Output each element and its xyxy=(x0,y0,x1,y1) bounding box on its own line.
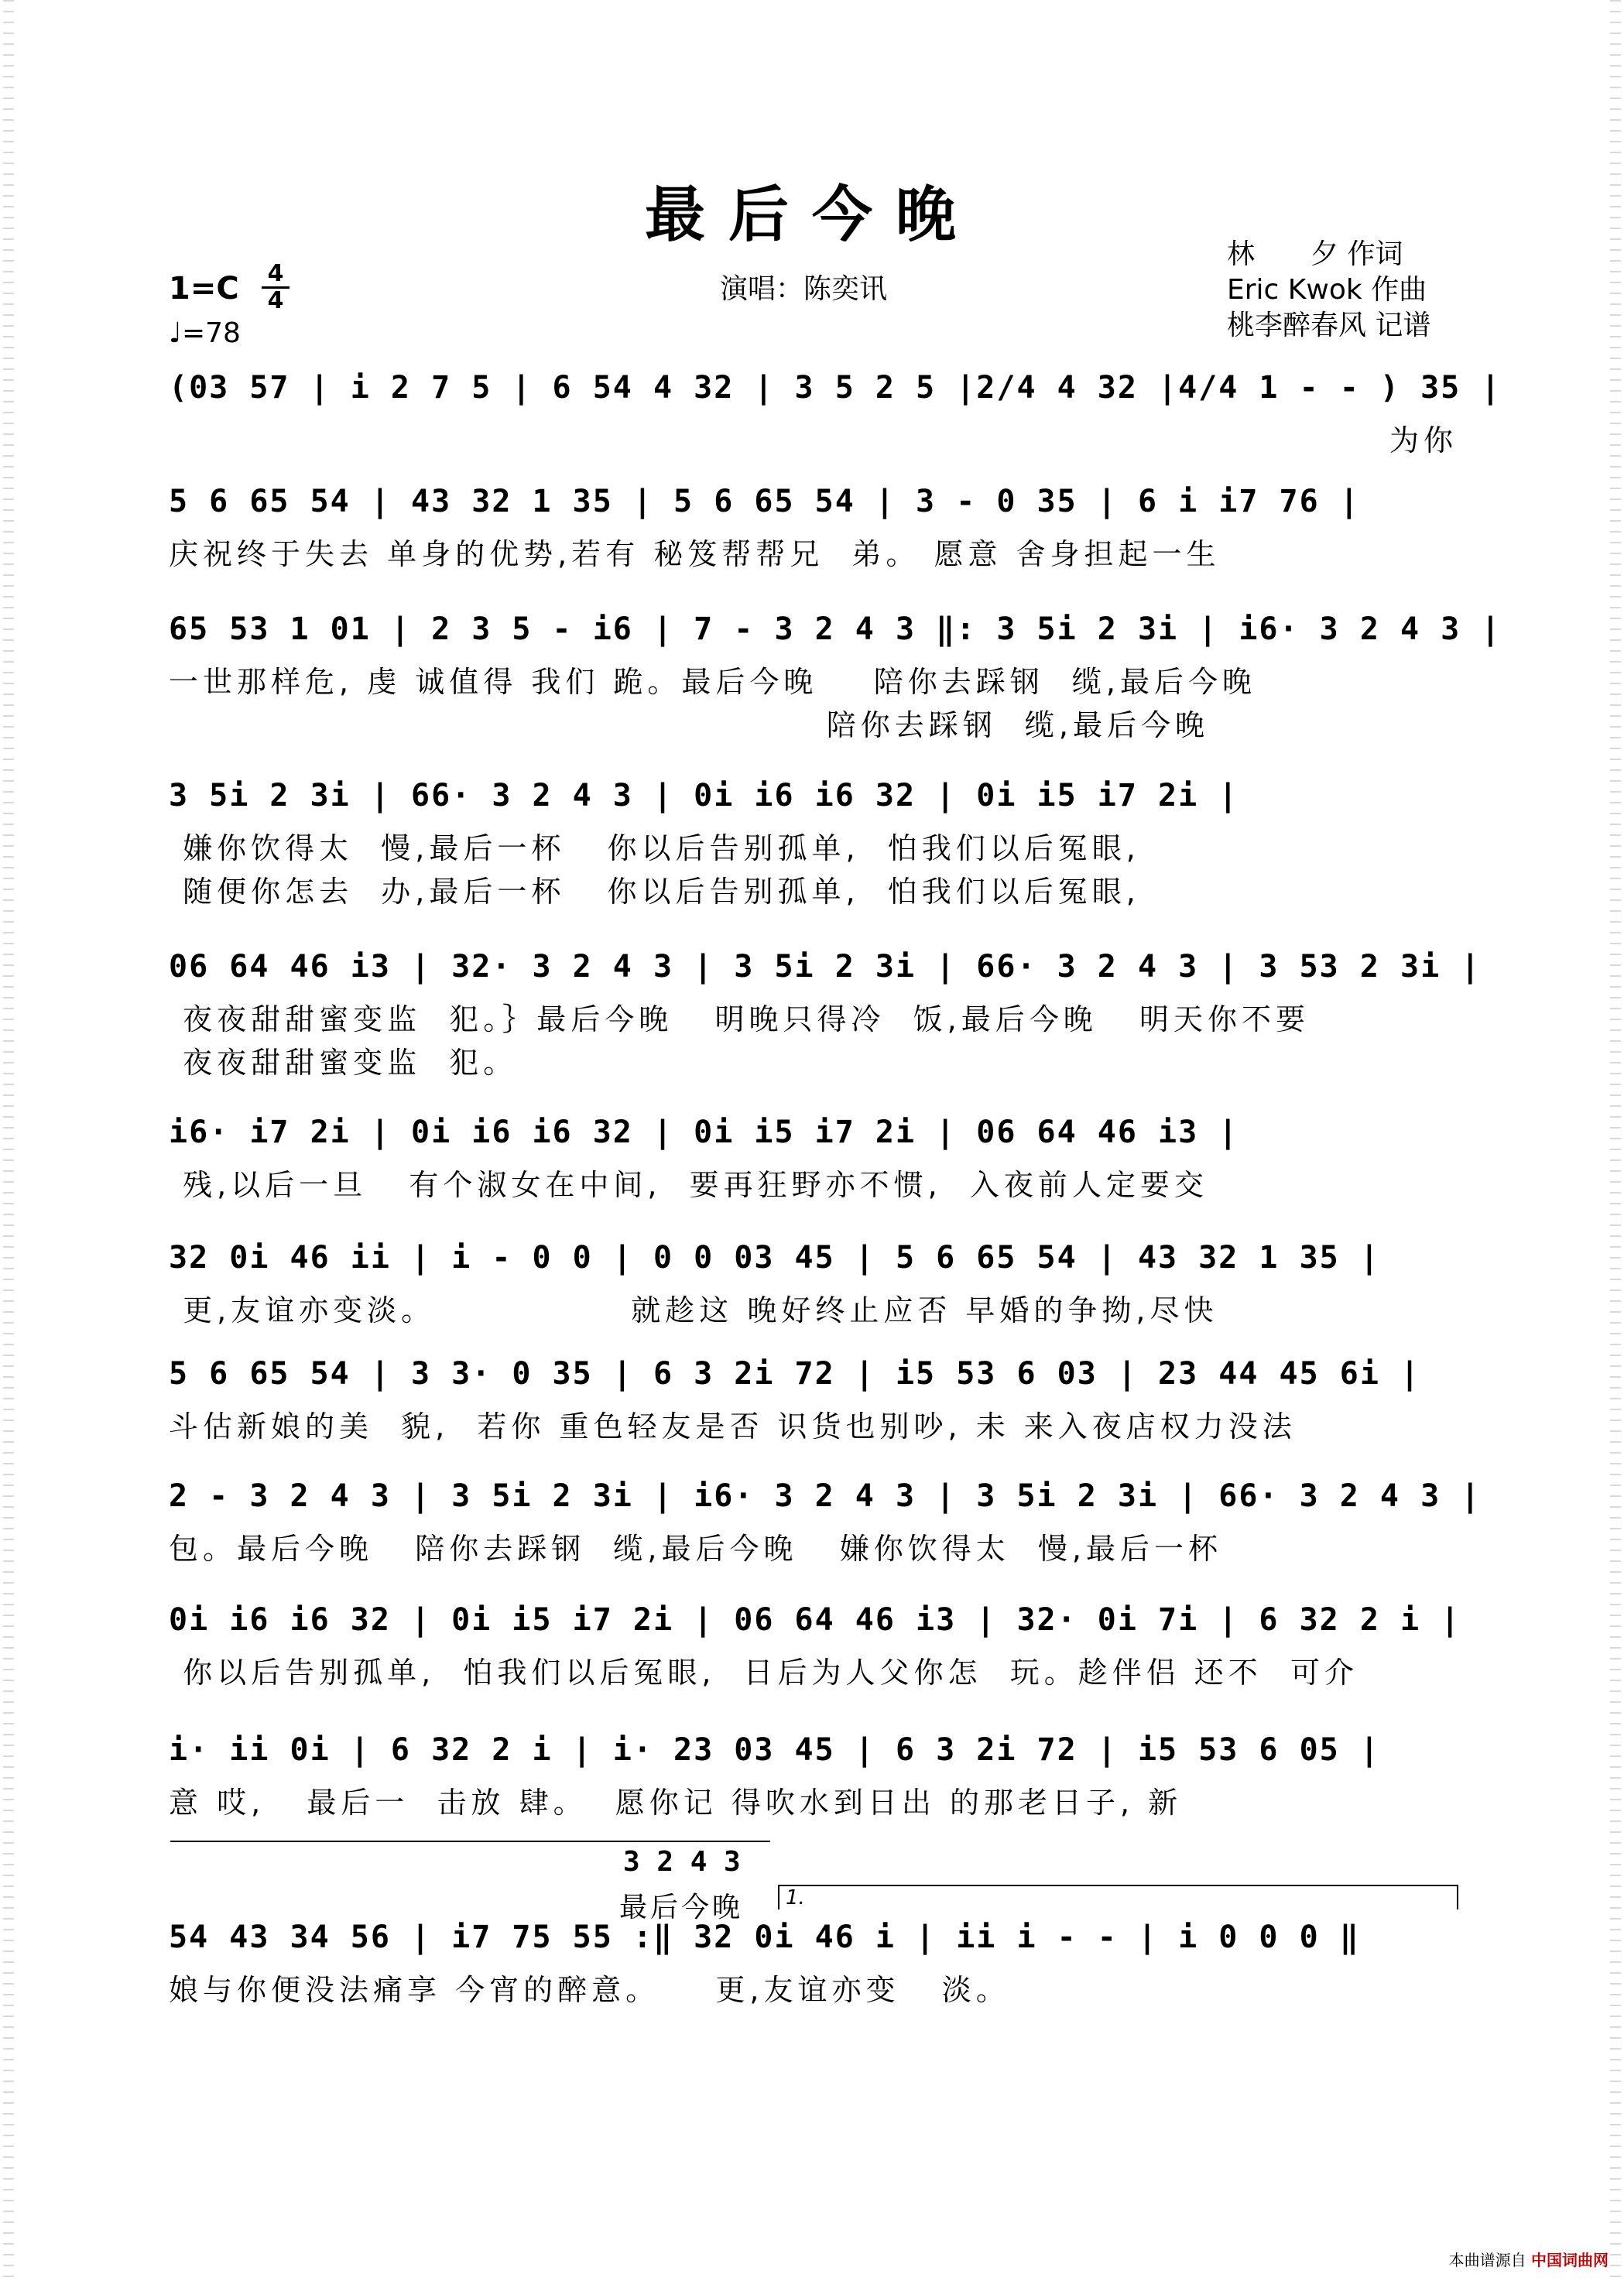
lyric-line: 包。最后今晚 陪你去踩钢 缆,最后今晚 嫌你饮得太 慢,最后一杯 xyxy=(169,1532,1222,1566)
notation-line: (03 57 | i 2 7 5 | 6 54 4 32 | 3 5 2 5 |2/4 4 32 |4/4 1 - - ) 35 | xyxy=(169,370,1502,406)
singer-credit: 演唱：陈奕讯 xyxy=(720,273,888,305)
notation-line: 5 6 65 54 | 43 32 1 35 | 5 6 65 54 | 3 - 0 35 | 6 i i7 76 | xyxy=(169,484,1360,519)
lyric-line: 你以后告别孤单, 怕我们以后冤眼, 日后为人父你怎 玩。趁伴侣 还不 可介 xyxy=(169,1656,1358,1690)
time-signature-bottom: 4 xyxy=(262,286,290,313)
notation-line: i6· i7 2i | 0i i6 i6 32 | 0i i5 i7 2i | 06 64 46 i3 | xyxy=(169,1115,1239,1150)
lyric-line: 斗估新娘的美 貌, 若你 重色轻友是否 识货也别吵, 未 来入夜店权力没法 xyxy=(169,1409,1297,1444)
lyric-line: 嫌你饮得太 慢,最后一杯 你以后告别孤单, 怕我们以后冤眼, xyxy=(169,831,1140,865)
notation-line: 54 43 34 56 | i7 75 55 :‖ 32 0i 46 i | ii i - - | i 0 0 0 ‖ xyxy=(169,1920,1360,1955)
section-rule xyxy=(170,1841,770,1842)
footer-source-text: 本曲谱源自 xyxy=(1448,2251,1526,2269)
time-signature-top: 4 xyxy=(267,260,284,287)
lyric-line: 随便你怎去 办,最后一杯 你以后告别孤单, 怕我们以后冤眼, xyxy=(169,875,1140,909)
lyric-line: 夜夜甜甜蜜变监 犯。｝最后今晚 明晚只得冷 饭,最后今晚 明天你不要 xyxy=(169,1002,1310,1036)
lyric-line: 更,友谊亦变淡。 就趁这 晚好终止应否 早婚的争拗,尽快 xyxy=(169,1293,1218,1327)
volta-number: 1. xyxy=(786,1886,805,1909)
notation-line: 2 - 3 2 4 3 | 3 5i 2 3i | i6· 3 2 4 3 | 3 5i 2 3i | 66· 3 2 4 3 | xyxy=(169,1478,1482,1514)
margin-watermark-strip xyxy=(1610,0,1621,2281)
time-signature xyxy=(262,262,290,313)
notation-line: 32 0i 46 ii | i - 0 0 | 0 0 03 45 | 5 6 65 54 | 43 32 1 35 | xyxy=(169,1240,1380,1276)
lyric-line: 意 哎, 最后一 击放 肆。 愿你记 得吹水到日出 的那老日子, 新 xyxy=(169,1786,1183,1820)
lyric-line: 为你 xyxy=(1389,423,1458,457)
lyricist-credit: 林 夕 作词 xyxy=(1227,238,1403,270)
notation-line: 0i i6 i6 32 | 0i i5 i7 2i | 06 64 46 i3 | 32· 0i 7i | 6 32 2 i | xyxy=(169,1602,1461,1638)
notation-line: i· ii 0i | 6 32 2 i | i· 23 03 45 | 6 3 2i 72 | i5 53 6 05 | xyxy=(169,1732,1380,1768)
notation-line: 65 53 1 01 | 2 3 5 - i6 | 7 - 3 2 4 3 ‖: 3 5i 2 3i | i6· 3 2 4 3 | xyxy=(169,611,1502,647)
lyric-line: 残,以后一旦 有个淑女在中间, 要再狂野亦不惯, 入夜前人定要交 xyxy=(169,1168,1208,1202)
footer-brand: 中国词曲网 xyxy=(1531,2251,1609,2269)
tempo-marking: ♩=78 xyxy=(169,317,241,349)
notation-line: 06 64 46 i3 | 32· 3 2 4 3 | 3 5i 2 3i | 66· 3 2 4 3 | 3 53 2 3i | xyxy=(169,949,1482,985)
lyric-line: 夜夜甜甜蜜变监 犯。 xyxy=(169,1046,518,1080)
lyric-line: 庆祝终于失去 单身的优势,若有 秘笈帮帮兄 弟。 愿意 舍身担起一生 xyxy=(169,537,1221,571)
lyric-line: 陪你去踩钢 缆,最后今晚 xyxy=(169,708,1209,742)
lyric-line: 娘与你便没法痛享 今宵的醉意。 更,友谊亦变 淡。 xyxy=(169,1973,1010,2007)
notation-line: 5 6 65 54 | 3 3· 0 35 | 6 3 2i 72 | i5 53 6 03 | 23 44 45 6i | xyxy=(169,1356,1421,1392)
alt-lyric: 最后今晚 xyxy=(619,1892,744,1923)
transcriber-credit: 桃李醉春风 记谱 xyxy=(1227,310,1431,341)
song-title: 最后今晚 xyxy=(644,180,979,250)
source-footer xyxy=(1449,2248,1609,2270)
lyric-line: 一世那样危, 虔 诚值得 我们 跪。最后今晚 陪你去踩钢 缆,最后今晚 xyxy=(169,665,1256,699)
margin-watermark-strip xyxy=(3,0,14,2281)
notation-line: 3 5i 2 3i | 66· 3 2 4 3 | 0i i6 i6 32 | 0i i5 i7 2i | xyxy=(169,778,1239,813)
volta-bracket xyxy=(778,1885,1458,1909)
alt-notes: 3 2 4 3 xyxy=(623,1846,741,1878)
composer-credit: Eric Kwok 作曲 xyxy=(1227,274,1427,306)
key-signature: 1=C xyxy=(169,271,239,307)
credits xyxy=(1227,237,1430,344)
